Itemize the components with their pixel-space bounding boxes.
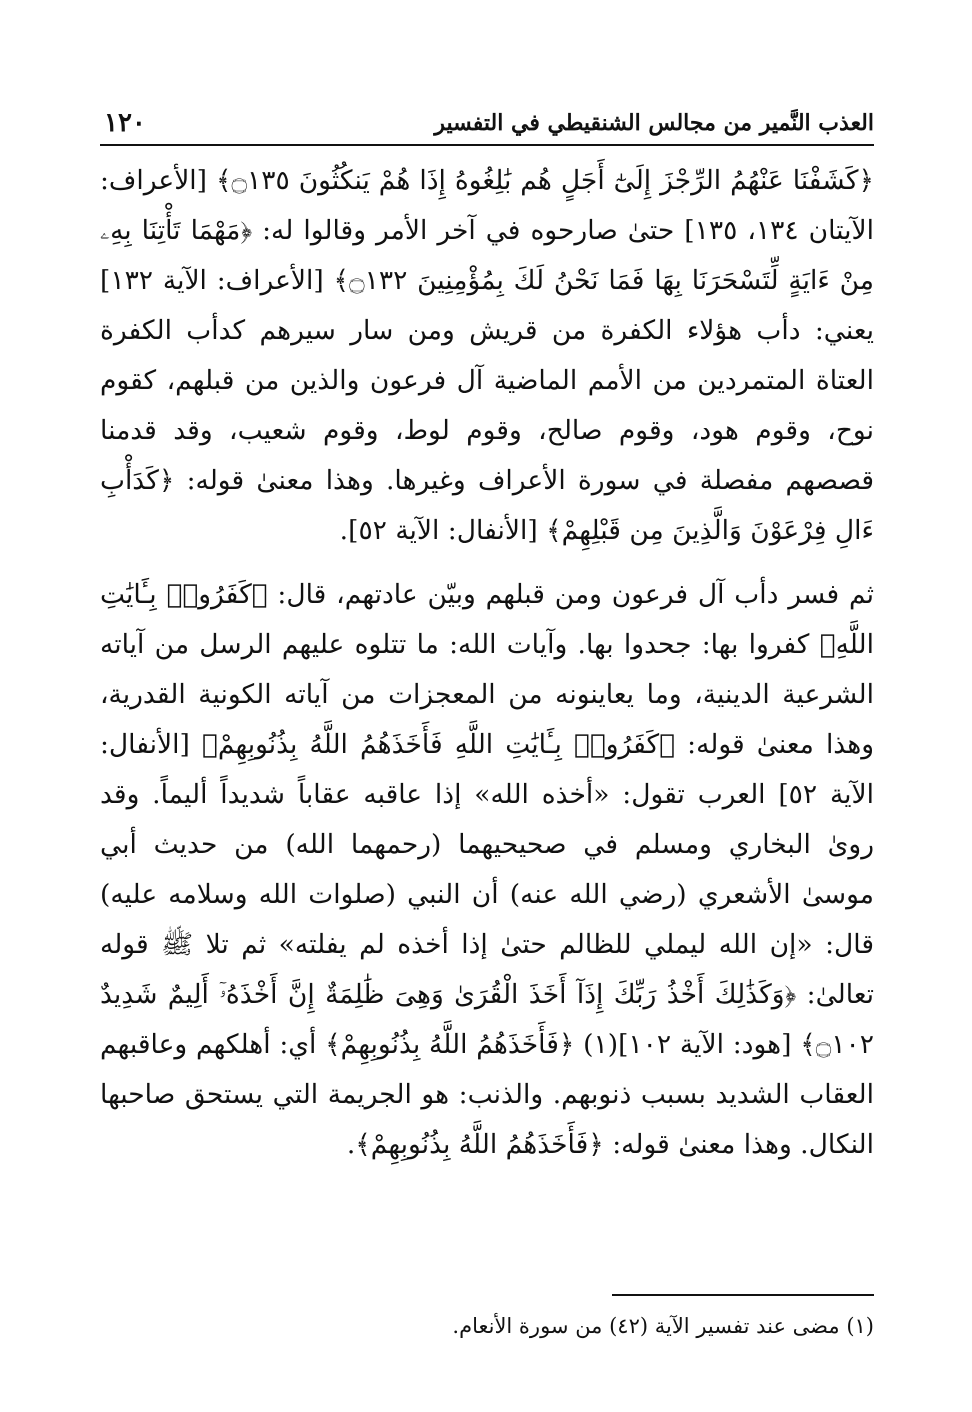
footnote-divider <box>612 1294 874 1296</box>
page-number: ١٢٠ <box>104 108 146 138</box>
body-text <box>100 156 874 1170</box>
paragraph-2: ثم فسر دأب آل فرعون ومن قبلهم وبيّن عادتهم، قال: ﴿كَفَرُوا۟ بِـَٔايَٰتِ اللَّهِ﴾ كفروا بها: جحدوا بها. وآيات الله: ما تتلوه عليهم الرسل من آياته الشرعية الدينية، وما يعاينونه من المعجزات من آياته الكونية القدرية، وهذا معنىٰ قوله: ﴿كَفَرُوا۟ بِـَٔايَٰتِ اللَّهِ فَأَخَذَهُمُ اللَّهُ بِذُنُوبِهِمْ﴾ [الأنفال: الآية ٥٢] العرب تقول: «أخذه الله» إذا عاقبه عقاباً شديداً أليماً. وقد روىٰ البخاري ومسلم في صحيحيهما (رحمهما الله) من حديث أبي موسىٰ الأشعري (رضي الله عنه) أن النبي (صلوات الله وسلامه عليه) قال: «إن الله ليملي للظالم حتىٰ إذا أخذه لم يفلته» ثم تلا ﷺ قوله تعالىٰ: ﴿وَكَذَٰلِكَ أَخْذُ رَبِّكَ إِذَآ أَخَذَ الْقُرَىٰ وَهِىَ ظَٰلِمَةٌ إِنَّ أَخْذَهُۥٓ أَلِيمٌ شَدِيدٌ ۝١٠٢﴾ [هود: الآية ١٠٢](١) ﴿فَأَخَذَهُمُ اللَّهُ بِذُنُوبِهِمْ﴾ أي: أهلكهم وعاقبهم العقاب الشديد بسبب ذنوبهم. والذنب: هو الجريمة التي يستحق صاحبها النكال. وهذا معنىٰ قوله: ﴿فَأَخَذَهُمُ اللَّهُ بِذُنُوبِهِمْ﴾. <box>100 579 875 1160</box>
paragraph-1: ﴿كَشَفْنَا عَنْهُمُ الرِّجْزَ إِلَىٰٓ أَجَلٍ هُم بَٰلِغُوهُ إِذَا هُمْ يَنكُثُونَ ۝١٣٥﴾ [الأعراف: الآيتان ١٣٤، ١٣٥] حتىٰ صارحوه في آخر الأمر وقالوا له: ﴿مَهْمَا تَأْتِنَا بِهِۦ مِنْ ءَايَةٍ لِّتَسْحَرَنَا بِهَا فَمَا نَحْنُ لَكَ بِمُؤْمِنِينَ ۝١٣٢﴾ [الأعراف: الآية ١٣٢] يعني: دأب هؤلاء الكفرة من قريش ومن سار سيرهم كدأب الكفرة العتاة المتمردين من الأمم الماضية آل فرعون والذين من قبلهم، كقوم نوح، وقوم هود، وقوم صالح، وقوم لوط، وقوم شعيب، وقد قدمنا قصصهم مفصلة في سورة الأعراف وغيرها. وهذا معنىٰ قوله: ﴿كَدَأْبِ ءَالِ فِرْعَوْنَ وَالَّذِينَ مِن قَبْلِهِمْ﴾ [الأنفال: الآية ٥٢]. <box>100 165 875 546</box>
footnote: (١) مضى عند تفسير الآية (٤٢) من سورة الأنعام. <box>452 1314 874 1338</box>
running-header <box>100 100 874 146</box>
book-title: العذب النَّمير من مجالس الشنقيطي في التفسير <box>434 110 874 136</box>
document-page <box>100 100 874 1380</box>
